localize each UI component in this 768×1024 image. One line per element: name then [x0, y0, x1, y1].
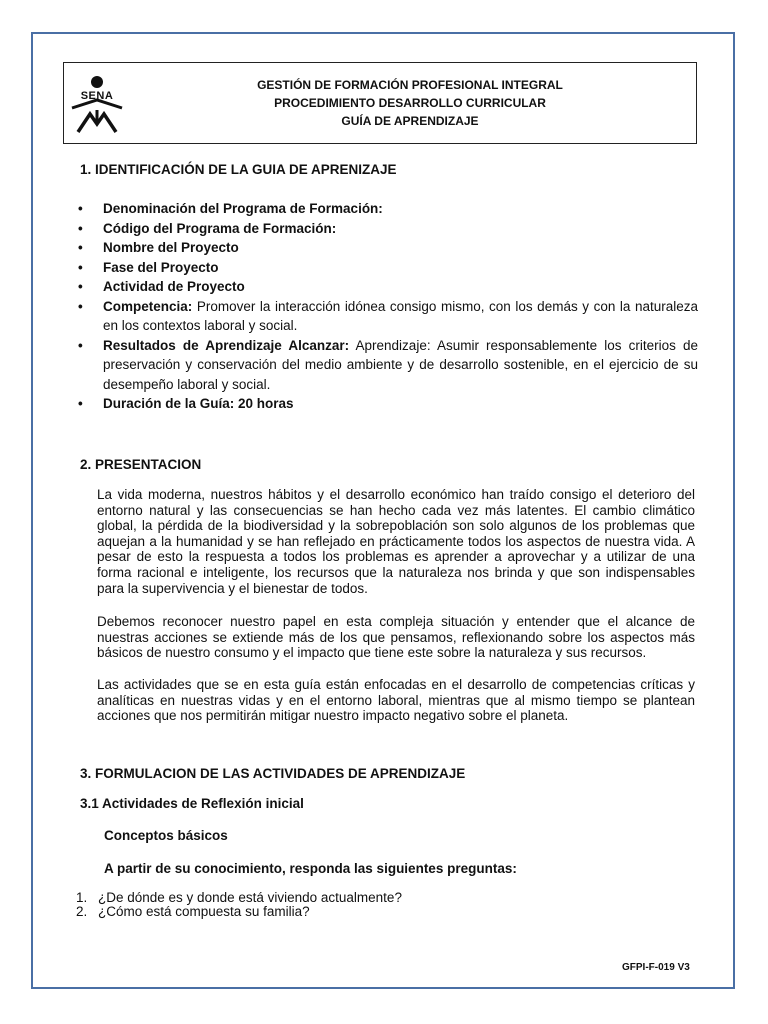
item-label: Competencia:: [103, 298, 193, 314]
item-label: Nombre del Proyecto: [103, 240, 239, 255]
question-text: ¿Cómo está compuesta su familia?: [98, 904, 310, 919]
item-label: Denominación del Programa de Formación:: [103, 201, 383, 216]
list-item: [78, 297, 698, 336]
document-header: [130, 76, 690, 130]
question-text: ¿De dónde es y donde está viviendo actualmente?: [98, 890, 402, 905]
header-line-3: GUÍA DE APRENDIZAJE: [341, 114, 479, 128]
question-number: 2.: [76, 904, 88, 919]
section-3-title: 3. FORMULACION DE LAS ACTIVIDADES DE APRENDIZAJE: [80, 766, 466, 781]
item-label: Fase del Proyecto: [103, 259, 219, 275]
item-label: Duración de la Guía: 20 horas: [103, 396, 294, 411]
logo-text: SENA: [80, 90, 114, 102]
header-line-2: PROCEDIMIENTO DESARROLLO CURRICULAR: [274, 96, 546, 110]
item-text: Promover la interacción idónea consigo mismo, con los demás y con la naturaleza en los contextos laboral y social.: [103, 298, 698, 333]
list-item: [78, 258, 698, 278]
presentation-paragraph-2: Debemos reconocer nuestro papel en esta compleja situación y entender que el alcance de nuestras acciones se extiende más de los que pensamos, reflexionando sobre los aspectos más básicos de nuestro consumo y el impacto que tiene este sobre la naturaleza y sus recursos.: [97, 614, 695, 661]
list-item: [76, 891, 402, 905]
list-item: [78, 199, 698, 219]
list-item: [78, 219, 698, 239]
section-1-title: 1. IDENTIFICACIÓN DE LA GUIA DE APRENIZAJE: [80, 162, 397, 177]
form-code: GFPI-F-019 V3: [622, 962, 690, 973]
presentation-paragraph-3: Las actividades que se en esta guía están enfocadas en el desarrollo de competencias críticas y analíticas en nuestras vidas y en el entorno laboral, mientras que al mismo tiempo se plantean acciones que nos permitirán mitigar nuestro impacto negativo sobre el planeta.: [97, 677, 695, 724]
item-label: Actividad de Proyecto: [103, 279, 245, 294]
question-number: 1.: [76, 890, 88, 905]
subsection-title: 3.1 Actividades de Reflexión inicial: [80, 796, 304, 811]
section-2-title: 2. PRESENTACION: [80, 457, 202, 472]
list-item: [78, 277, 698, 297]
item-label: Resultados de Aprendizaje Alcanzar:: [103, 337, 350, 353]
identification-list: [78, 199, 698, 414]
item-text: Aprendizaje: Asumir responsablemente los criterios de preservación y conservación del medio ambiente y de desarrollo sostenible, en el ejercicio de su desempeño laboral y social.: [103, 337, 699, 392]
list-item: [78, 238, 698, 258]
list-item: [76, 905, 402, 919]
presentation-paragraph-1: La vida moderna, nuestros hábitos y el desarrollo económico han traído consigo el deterioro del entorno natural y las consecuencias se han hecho cada vez más latentes. El cambio climático global, la pérdida de la biodiversidad y la sobrepoblación son solo algunos de los problemas que aquejan a la humanidad y se han reflejado en prácticamente todos los aspectos de nuestra vida. A pesar de esto la respuesta a todos los problemas es aprender a aprovechar y a utilizar de una forma racional e inteligente, los recursos que la naturaleza nos brinda y que son indispensables para la supervivencia y el bienestar de todos.: [97, 487, 695, 596]
subsection-heading: Conceptos básicos: [104, 828, 228, 843]
header-line-1: GESTIÓN DE FORMACIÓN PROFESIONAL INTEGRAL: [257, 78, 563, 92]
sena-logo-icon: [68, 74, 126, 136]
questions-instruction: A partir de su conocimiento, responda las siguientes preguntas:: [104, 861, 517, 876]
list-item: [78, 394, 698, 414]
item-label: Código del Programa de Formación:: [103, 220, 337, 236]
list-item: [78, 336, 698, 395]
questions-list: [76, 891, 402, 919]
